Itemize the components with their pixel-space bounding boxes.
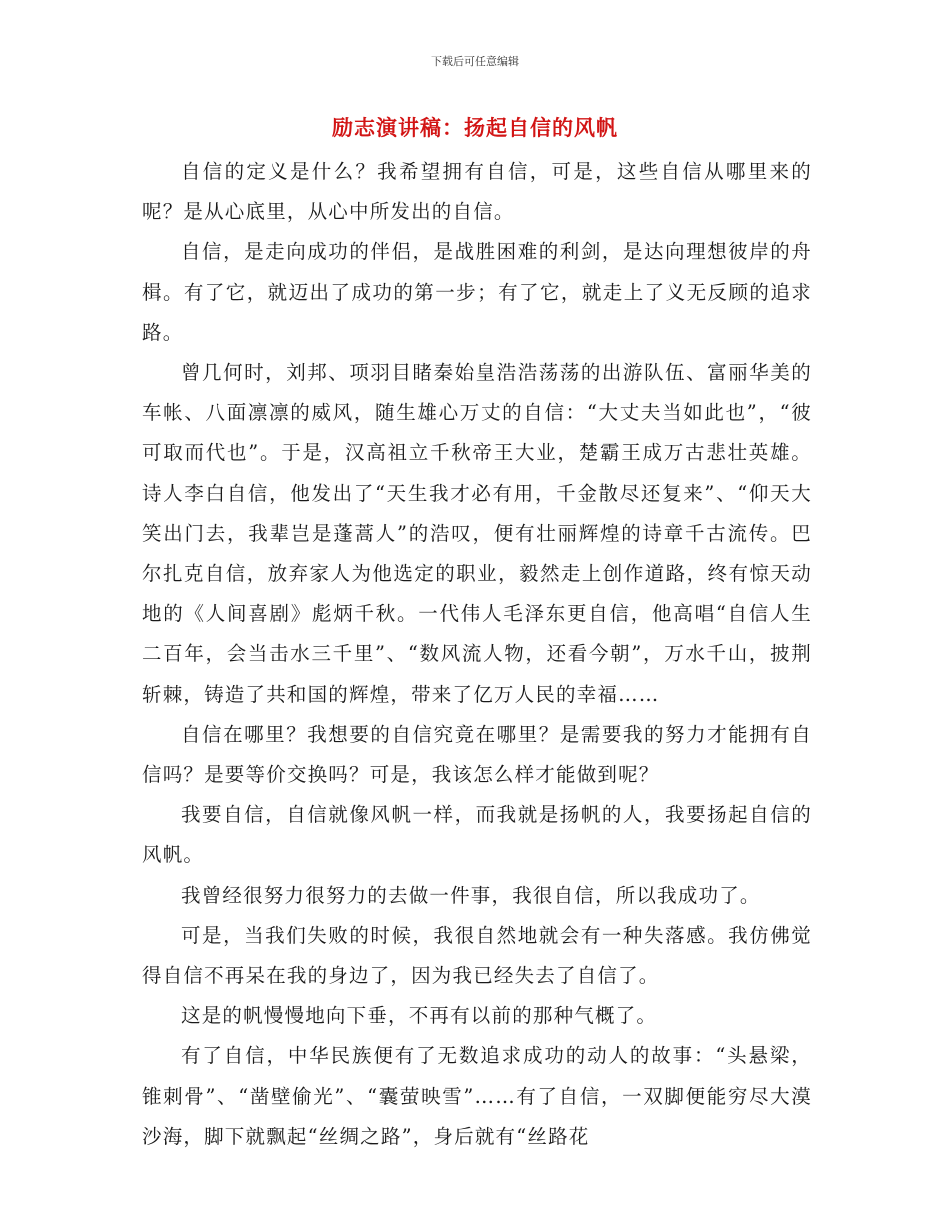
- paragraph: 我要自信，自信就像风帆一样，而我就是扬帆的人，我要扬起自信的风帆。: [142, 803, 812, 867]
- paragraph: 我曾经很努力很努力的去做一件事，我很自信，所以我成功了。: [181, 883, 761, 907]
- paragraph: 自信的定义是什么？我希望拥有自信，可是，这些自信从哪里来的呢？是从心底里，从心中所发出的自信。: [142, 160, 812, 224]
- body-text: [142, 152, 812, 1157]
- paragraph: 有了自信，中华民族便有了无数追求成功的动人的故事：“头悬梁，锥刺骨”、“凿壁偷光”、“囊萤映雪”……有了自信，一双脚便能穷尽大漠沙海，脚下就飘起“丝绸之路”，身后就有“丝路花: [142, 1044, 812, 1148]
- page-title: 励志演讲稿：扬起自信的风帆: [332, 115, 618, 140]
- paragraph: 自信，是走向成功的伴侣，是战胜困难的利剑，是达向理想彼岸的舟楫。有了它，就迈出了成功的第一步；有了它，就走上了义无反顾的追求路。: [142, 240, 812, 344]
- paragraph: 自信在哪里？我想要的自信究竟在哪里？是需要我的努力才能拥有自信吗？是要等价交换吗？可是，我该怎么样才能做到呢？: [142, 722, 812, 787]
- paragraph: 可是，当我们失败的时候，我很自然地就会有一种失落感。我仿佛觉得自信不再呆在我的身边了，因为我已经失去了自信了。: [142, 923, 812, 988]
- paragraph: 这是的帆慢慢地向下垂，不再有以前的那种气概了。: [181, 1004, 658, 1028]
- paragraph: 曾几何时，刘邦、项羽目睹秦始皇浩浩荡荡的出游队伍、富丽华美的车帐、八面凛凛的威风，随生雄心万丈的自信：“大丈夫当如此也”，“彼可取而代也”。于是，汉高祖立千秋帝王大业，楚霸王成万古悲壮英雄。诗人李白自信，他发出了“天生我才必有用，千金散尽还复来”、“仰天大笑出门去，我辈岂是蓬蒿人”的浩叹，便有壮丽辉煌的诗章千古流传。巴尔扎克自信，放弃家人为他选定的职业，毅然走上创作道路，终有惊天动地的《人间喜剧》彪炳千秋。一代伟人毛泽东更自信，他高唱“自信人生二百年，会当击水三千里”、“数风流人物，还看今朝”，万水千山，披荆斩棘，铸造了共和国的辉煌，带来了亿万人民的幸福……: [142, 361, 812, 706]
- header-note: 下载后可任意编辑: [431, 55, 519, 68]
